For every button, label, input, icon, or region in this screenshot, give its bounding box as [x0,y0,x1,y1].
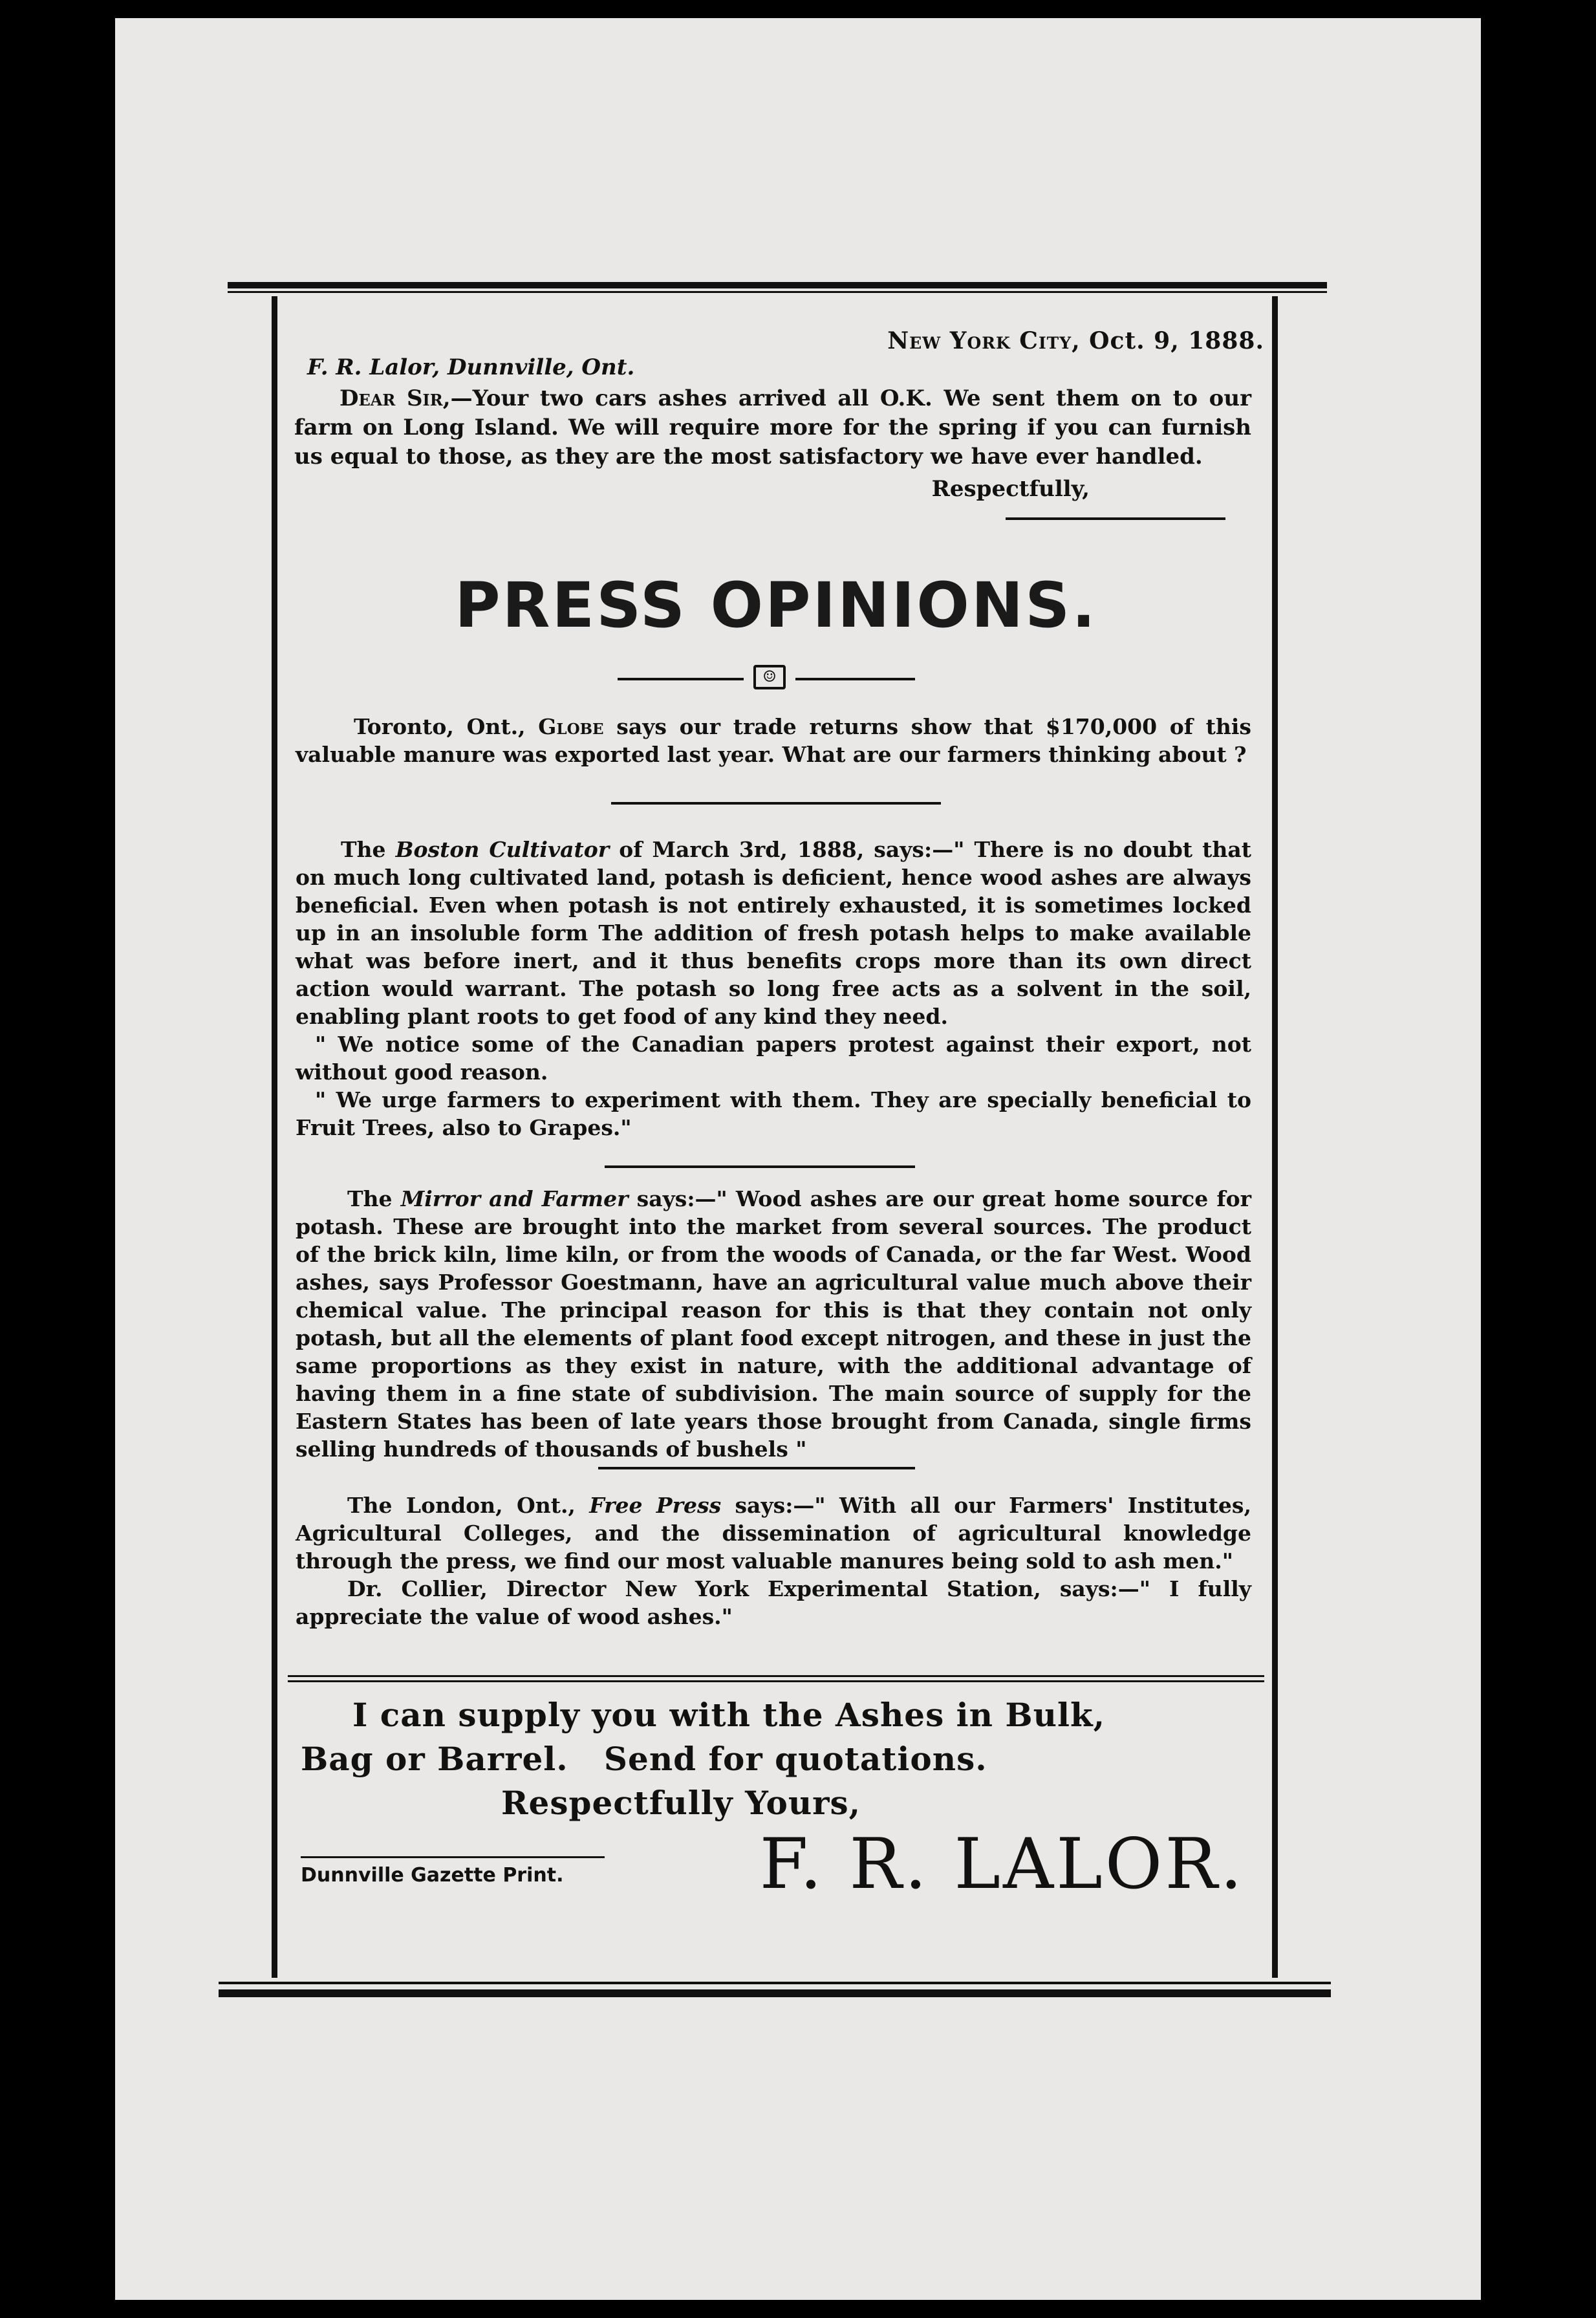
boston-p2: " We notice some of the Canadian papers protest against their export, not without good reason. [296,1032,1251,1085]
london-paragraph [296,1491,1251,1630]
letter-salutation: Dear Sir, [340,385,451,411]
letter-body [294,384,1251,471]
double-rule [288,1680,1264,1682]
dateline-place: New York City, [887,327,1081,354]
page-title: PRESS OPINIONS. [455,569,1097,642]
printer-credit: Dunnville Gazette Print. [301,1864,564,1887]
bottom-rule-thick [219,1989,1331,1997]
closing-line-3: Respectfully Yours, [501,1784,861,1822]
globe-text: says our trade returns show that $170,000 of this valuable manure was exported last year. What are our farmers thinking about ? [296,714,1251,767]
boston-paragraph [296,836,1251,1142]
top-rule [228,282,1327,288]
signature-line [1006,517,1225,520]
letter-text: —Your two cars ashes arrived all O.K. We sent them on to our farm on Long Island. We will require more for the spring if you can furnish us equal to those, as they are the most satisfactory we have ever handled. [294,385,1251,470]
london-p2: Dr. Collier, Director New York Experimental Station, says:—" I fully appreciate the value of wood ashes." [296,1576,1251,1629]
boston-text: of March 3rd, 1888, says:—" There is no doubt that on much long cultivated land, potash is deficient, hence wood ashes are always beneficial. Even when potash is not entirely exhausted, it is sometimes locked up in an insoluble form The addition of fresh potash helps to make available what was before inert, and it thus benefits crops more than its own direct action would warrant. The potash so long free acts as a solvent in the soil, enabling plant roots to get food of any kind they need. [296,837,1251,1029]
closing-line-1: I can supply you with the Ashes in Bulk, [352,1696,1106,1734]
london-source: Free Press [589,1493,722,1518]
globe-source: Globe [538,714,604,739]
double-rule [288,1675,1264,1677]
mirror-paragraph [296,1185,1251,1463]
ornament-rule-left [618,678,744,680]
globe-paragraph [296,713,1251,768]
addressee: F. R. Lalor, Dunnville, Ont. [307,354,635,380]
top-rule-thin [228,291,1327,293]
letter-closing: Respectfully, [931,476,1090,502]
boston-source: Boston Cultivator [395,837,610,862]
separator [605,1165,915,1168]
boston-lead: The [341,837,396,862]
ornament-rule-right [795,678,915,680]
mirror-lead: The [347,1186,401,1211]
globe-lead: Toronto, Ont., [354,714,539,739]
bottom-rule [219,1982,1331,1984]
closing-line-2: Bag or Barrel. Send for quotations. [301,1740,987,1778]
printer-rule [301,1856,605,1858]
london-text: says:—" With all our Farmers' Institutes, Agricultural Colleges, and the dissemination of agricultural knowledge through the press, we find our most valuable manures being sold to ash men." [296,1493,1251,1574]
london-lead: The London, Ont., [347,1493,590,1518]
dateline [887,327,1264,354]
title-ornament [288,666,1264,692]
signature: F. R. LALOR. [759,1824,1245,1905]
mirror-text: says:—" Wood ashes are our great home source for potash. These are brought into the market from several sources. The product of the brick kiln, lime kiln, or from the woods of Canada, or the far West. Wood ashes, says Professor Goestmann, have an agricultural value much above their chemical value. The principal reason for this is that they contain not only potash, but all the elements of plant food except nitrogen, and these in just the same proportions as they exist in nature, with the additional advantage of having them in a fine state of subdivision. The main source of supply for the Eastern States has been of late years those brought from Canada, single firms selling hundreds of thousands of bushels " [296,1186,1251,1462]
mirror-source: Mirror and Farmer [400,1186,629,1211]
separator [598,1467,915,1469]
dateline-date: Oct. 9, 1888. [1089,327,1264,354]
ornament-icon: ☺ [753,665,786,689]
separator [611,802,941,805]
boston-p3: " We urge farmers to experiment with them. They are specially beneficial to Fruit Trees, also to Grapes." [296,1087,1251,1140]
